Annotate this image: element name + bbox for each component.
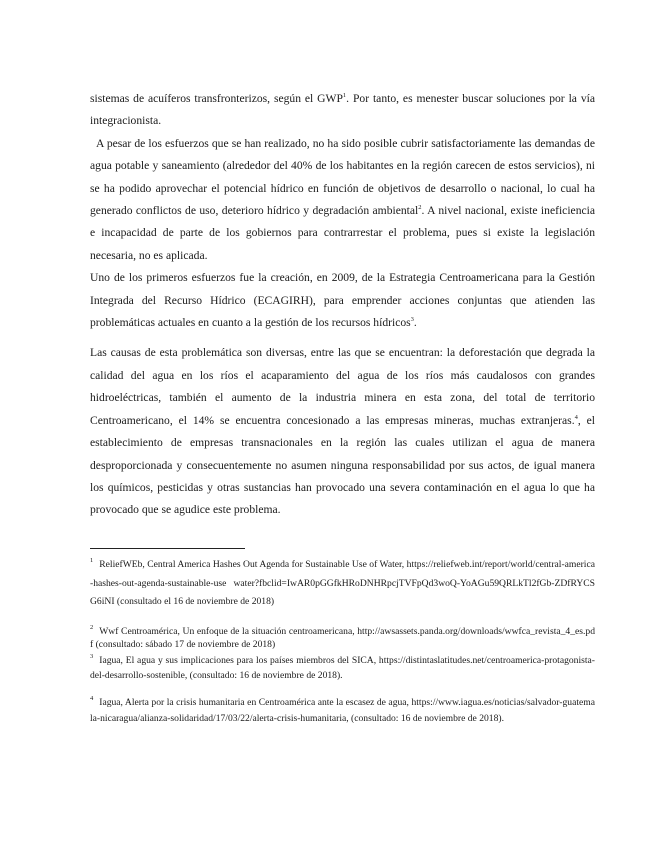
footnote-2 [90,625,595,651]
footnote-number: 4 [90,694,94,702]
footnote-1 [90,556,595,612]
footnote-text[interactable]: ReliefWEb, Central America Hashes Out Agenda for Sustainable Use of Water, https://reliefweb.int/report/world/central-america-hashes-out-agenda-sustainable-use water?fbclid=IwAR0pGGfkHRoDNHRpcjTVFpQd3woQ-YoAGu59QRLkTl2fGb-ZDfRYCSG6iNI (consultado el 16 de noviembre de 2018) [90,559,595,607]
footnote-4 [90,695,595,728]
paragraph-4 [90,342,595,521]
paragraph-4-text: Las causas de esta problemática son diversas, entre las que se encuentran: la deforestación que degrada la calidad del agua en los ríos el acaparamiento del agua de los ríos más caudalosos con grandes hidroeléctricas, también el aumento de la industria minera en esta zona, del total de territorio Centroamericano, el 14% se encuentra concesionado a las empresas mineras, muchas extranjeras. [90,346,595,427]
paragraph-4-tail: , el establecimiento de empresas transnacionales en la región las cuales utilizan el agua de manera desproporcionada y consecuentemente no asumen ninguna responsabilidad por sus actos, de igual manera los químicos, pesticidas y otras sustancias han provocado una severa contaminación en el agua lo que ha provocado que se agudice este problema. [90,413,595,517]
paragraph-3 [90,267,595,334]
footnote-ref-3[interactable]: 3 [410,316,414,324]
footnote-text[interactable]: Iagua, Alerta por la crisis humanitaria en Centroamérica ante la escasez de agua, https://www.iagua.es/noticias/salvador-guatemala-nicaragua/alianza-solidaridad/17/03/22/alerta-crisis-humanitaria, (consultado: 16 de noviembre de 2018). [90,696,595,724]
paragraph-2-text: A pesar de los esfuerzos que se han realizado, no ha sido posible cubrir satisfactoriamente las demandas de agua potable y saneamiento (alrededor del 40% de los habitantes en la región carecen de estos servicios), ni se ha podido aprovechar el potencial hídrico en función de objetivos de desarrollo o nacional, lo cual ha generado conflictos de uso, deterioro hídrico y degradación ambiental [90,136,595,218]
paragraph-2 [90,133,595,267]
paragraph-3-text: Uno de los primeros esfuerzos fue la creación, en 2009, de la Estrategia Centroamericana para la Gestión Integrada del Recurso Hídrico (ECAGIRH), para emprender acciones conjuntas que atienden las problemáticas actuales en cuanto a la gestión de los recursos hídricos [90,271,595,330]
footnote-ref-1[interactable]: 1 [342,92,347,99]
footnote-number: 3 [90,652,94,660]
footnote-ref-2[interactable]: 2 [418,204,422,212]
footnote-number: 2 [90,623,94,631]
footnotes [90,556,595,728]
footnote-text[interactable]: Iagua, El agua y sus implicaciones para los países miembros del SICA, https://distintaslatitudes.net/centroamerica-protagonista-del-desarrollo-sostenible, (consultado: 16 de noviembre de 2018). [90,654,595,681]
footnote-separator [90,548,245,549]
footnote-3 [90,653,595,683]
paragraph-1-text: sistemas de acuíferos transfronterizos, según el GWP [90,92,343,105]
paragraph-1 [90,88,595,133]
paragraph-2-tail: . A nivel nacional, existe ineficiencia e incapacidad de parte de los gobiernos para contrarrestar el problema, pues si existe la legislación necesaria, no es aplicada. [90,204,596,262]
footnote-ref-4[interactable]: 4 [574,413,578,421]
footnote-number: 1 [90,557,94,564]
body-text [90,88,595,522]
paragraph-3-tail: . [413,316,417,330]
paragraph-1-tail: . Por tanto, es menester buscar soluciones por la vía integracionista. [90,92,595,128]
footnote-text[interactable]: Wwf Centroamérica, Un enfoque de la situación centroamericana, http://awsassets.panda.org/downloads/wwfca_revista_4_es.pdf (consultado: sábado 17 de noviembre de 2018) [90,625,595,650]
